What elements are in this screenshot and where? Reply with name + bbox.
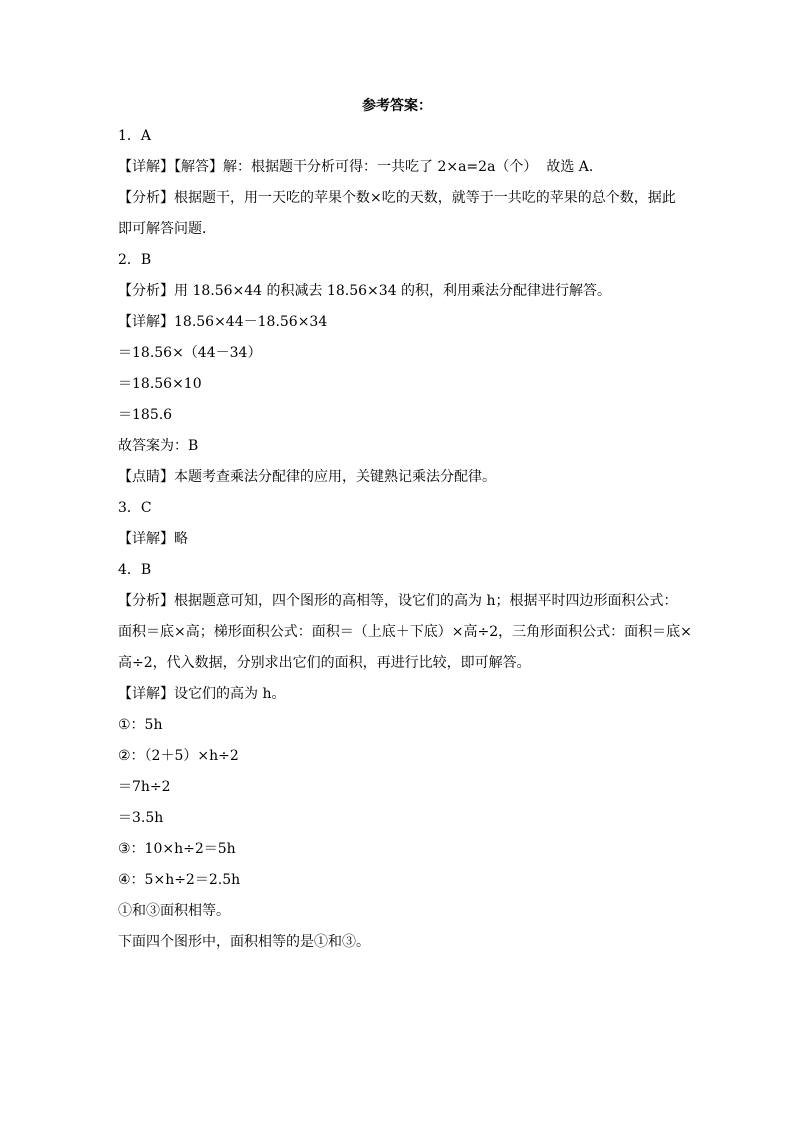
answer-line: 【详解】略 [118,531,188,547]
answer-line: 下面四个图形中，面积相等的是①和③。 [118,934,370,950]
answer-line: ①：5h [118,717,163,733]
answer-line: ②：（2＋5）×h÷2 [118,748,239,764]
answer-line: ③：10×h÷2＝5h [118,841,236,857]
answer-line: ＝3.5h [118,810,164,826]
answer-content [118,121,692,958]
answer-line: 2．B [118,252,152,268]
answer-line: 3．C [118,500,152,516]
answer-line: 面积＝底×高；梯形面积公式：面积＝（上底＋下底）×高÷2，三角形面积公式：面积＝底× [118,624,692,640]
answer-line: ＝18.56×10 [118,376,202,392]
page-title: 参考答案： [362,98,432,114]
answer-line: 1．A [118,128,152,144]
answer-line: ＝185.6 [118,407,173,423]
answer-line: ④：5×h÷2＝2.5h [118,872,241,888]
answer-line: 4．B [118,562,152,578]
answer-line: 【详解】设它们的高为 h。 [118,686,286,702]
answer-line: 故答案为：B [118,438,199,454]
answer-line: ＝7h÷2 [118,779,171,795]
answer-line: 【点睛】本题考查乘法分配律的应用，关键熟记乘法分配律。 [118,469,496,485]
answer-line: ＝18.56×（44－34） [118,345,262,361]
answer-line: 【分析】用 18.56×44 的积减去 18.56×34 的积，利用乘法分配律进行解答。 [118,283,612,299]
answer-line: 【分析】根据题意可知，四个图形的高相等，设它们的高为 h；根据平时四边形面积公式： [118,593,678,609]
answer-line: 【分析】根据题干，用一天吃的苹果个数×吃的天数，就等于一共吃的苹果的总个数，据此 [118,190,676,206]
answer-line: 高÷2，代入数据，分别求出它们的面积，再进行比较，即可解答。 [118,655,531,671]
answer-line: 即可解答问题． [118,221,216,237]
answer-line: ①和③面积相等。 [118,903,230,919]
answer-line: 【详解】【解答】解：根据题干分析可得：一共吃了 2×a=2a（个） 故选 A． [118,159,603,175]
answer-line: 【详解】18.56×44－18.56×34 [118,314,328,330]
